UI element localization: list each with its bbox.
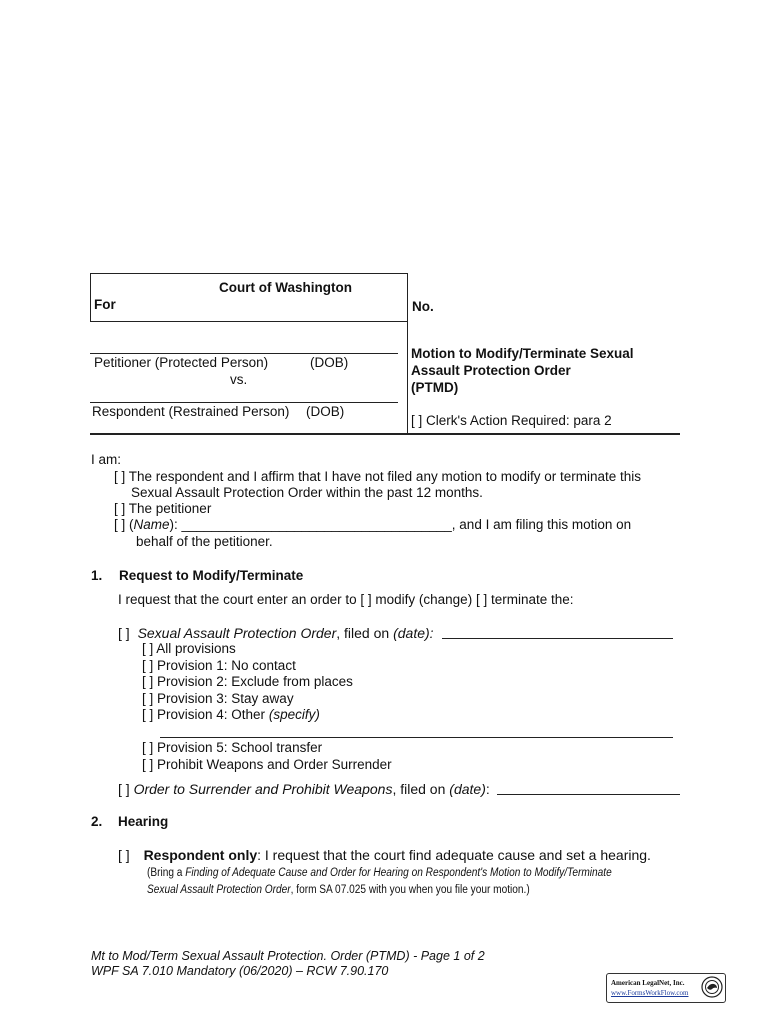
note-suffix: , form SA 07.025 with you when you file your motion.) — [290, 884, 530, 896]
section2-number: 2. — [91, 814, 103, 829]
otsw-line — [118, 781, 490, 797]
other-person-option-cont: behalf of the petitioner. — [136, 534, 273, 549]
form-title-line1: Motion to Modify/Terminate Sexual — [411, 346, 634, 361]
page-footer — [91, 949, 485, 979]
respondent-option[interactable]: [ ] The respondent and I affirm that I have not filed any motion to modify or terminate this — [114, 469, 642, 484]
sapo-date-label: (date): — [393, 625, 434, 641]
provision-3[interactable]: [ ] Provision 3: Stay away — [142, 690, 294, 706]
provision-4-label: [ ] Provision 4: Other — [142, 707, 266, 723]
hearing-note — [147, 865, 612, 899]
other-person-prefix: [ ] ( — [114, 517, 134, 532]
hearing-request-text: : I request that the court find adequate cause and set a hearing. — [257, 847, 651, 863]
note-prefix: (Bring a — [147, 867, 186, 879]
other-person-name-label: Name — [133, 517, 170, 532]
provision-2[interactable]: [ ] Provision 2: Exclude from places — [142, 674, 353, 690]
court-title: Court of Washington — [219, 280, 352, 295]
petitioner-option[interactable]: [ ] The petitioner — [114, 501, 212, 516]
respondent-option-cont: Sexual Assault Protection Order within the past 12 months. — [131, 485, 483, 500]
form-title-line3: (PTMD) — [411, 380, 459, 395]
request-line[interactable]: I request that the court enter an order to [ ] modify (change) [ ] terminate the: — [118, 592, 574, 607]
otsw-filed: , filed on — [392, 781, 446, 797]
footer-line2: WPF SA 7.010 Mandatory (06/2020) – RCW 7.90.170 — [91, 964, 389, 978]
petitioner-dob-label: (DOB) — [310, 355, 349, 370]
provision-4-specify-field[interactable] — [160, 737, 673, 738]
petitioner-label: Petitioner (Protected Person) — [94, 355, 269, 370]
section1-title: Request to Modify/Terminate — [119, 568, 304, 583]
otsw-date-field[interactable] — [497, 794, 680, 795]
publisher-logo — [606, 973, 726, 1003]
eagle-seal-icon — [701, 976, 723, 998]
respondent-dob-label: (DOB) — [306, 404, 345, 419]
versus-label: vs. — [230, 372, 248, 387]
other-person-name-field[interactable]: ): ____________________________________, and I am filing this motion on — [169, 517, 632, 532]
provision-4[interactable] — [142, 707, 353, 724]
for-label: For — [94, 297, 116, 312]
hearing-request-line — [118, 847, 651, 863]
sapo-title: Sexual Assault Protection Order — [137, 625, 337, 641]
otsw-date-label: (date) — [449, 781, 486, 797]
provision-list — [142, 641, 353, 724]
otsw-colon: : — [485, 781, 490, 797]
hearing-checkbox[interactable]: [ ] — [118, 847, 130, 863]
otsw-title: Order to Surrender and Prohibit Weapons — [133, 781, 393, 797]
provision-4-specify: (specify) — [268, 707, 320, 723]
provision-all[interactable]: [ ] All provisions — [142, 641, 236, 656]
logo-url[interactable]: www.FormsWorkFlow.com — [611, 989, 689, 997]
sapo-filed: , filed on — [336, 625, 390, 641]
note-form-title2: Sexual Assault Protection Order — [147, 884, 291, 896]
provision-1[interactable]: [ ] Provision 1: No contact — [142, 657, 296, 673]
other-person-option[interactable] — [114, 517, 631, 532]
section2-title: Hearing — [118, 814, 169, 829]
form-title — [411, 345, 634, 396]
clerk-action-checkbox[interactable]: [ ] Clerk's Action Required: para 2 — [411, 413, 612, 428]
sapo-checkbox[interactable]: [ ] — [118, 625, 130, 641]
case-number-label: No. — [412, 299, 434, 314]
section1-number: 1. — [91, 568, 103, 583]
footer-line1: Mt to Mod/Term Sexual Assault Protection. Order (PTMD) - Page 1 of 2 — [91, 949, 485, 963]
otsw-checkbox[interactable]: [ ] — [118, 781, 130, 797]
note-form-title1: Finding of Adequate Cause and Order for Hearing on Respondent's Motion to Modify/Terminate — [185, 867, 612, 879]
provision-list-2 — [142, 740, 392, 773]
form-title-line2: Assault Protection Order — [411, 363, 571, 378]
logo-company: American LegalNet, Inc. — [611, 979, 685, 987]
provision-5[interactable]: [ ] Provision 5: School transfer — [142, 740, 323, 755]
sapo-line — [118, 625, 434, 641]
respondent-label: Respondent (Restrained Person) — [92, 404, 290, 419]
i-am-label: I am: — [91, 452, 122, 467]
prohibit-weapons-option[interactable]: [ ] Prohibit Weapons and Order Surrender — [142, 756, 392, 772]
respondent-only-label: Respondent only — [143, 847, 258, 863]
sapo-date-field[interactable] — [442, 638, 673, 639]
